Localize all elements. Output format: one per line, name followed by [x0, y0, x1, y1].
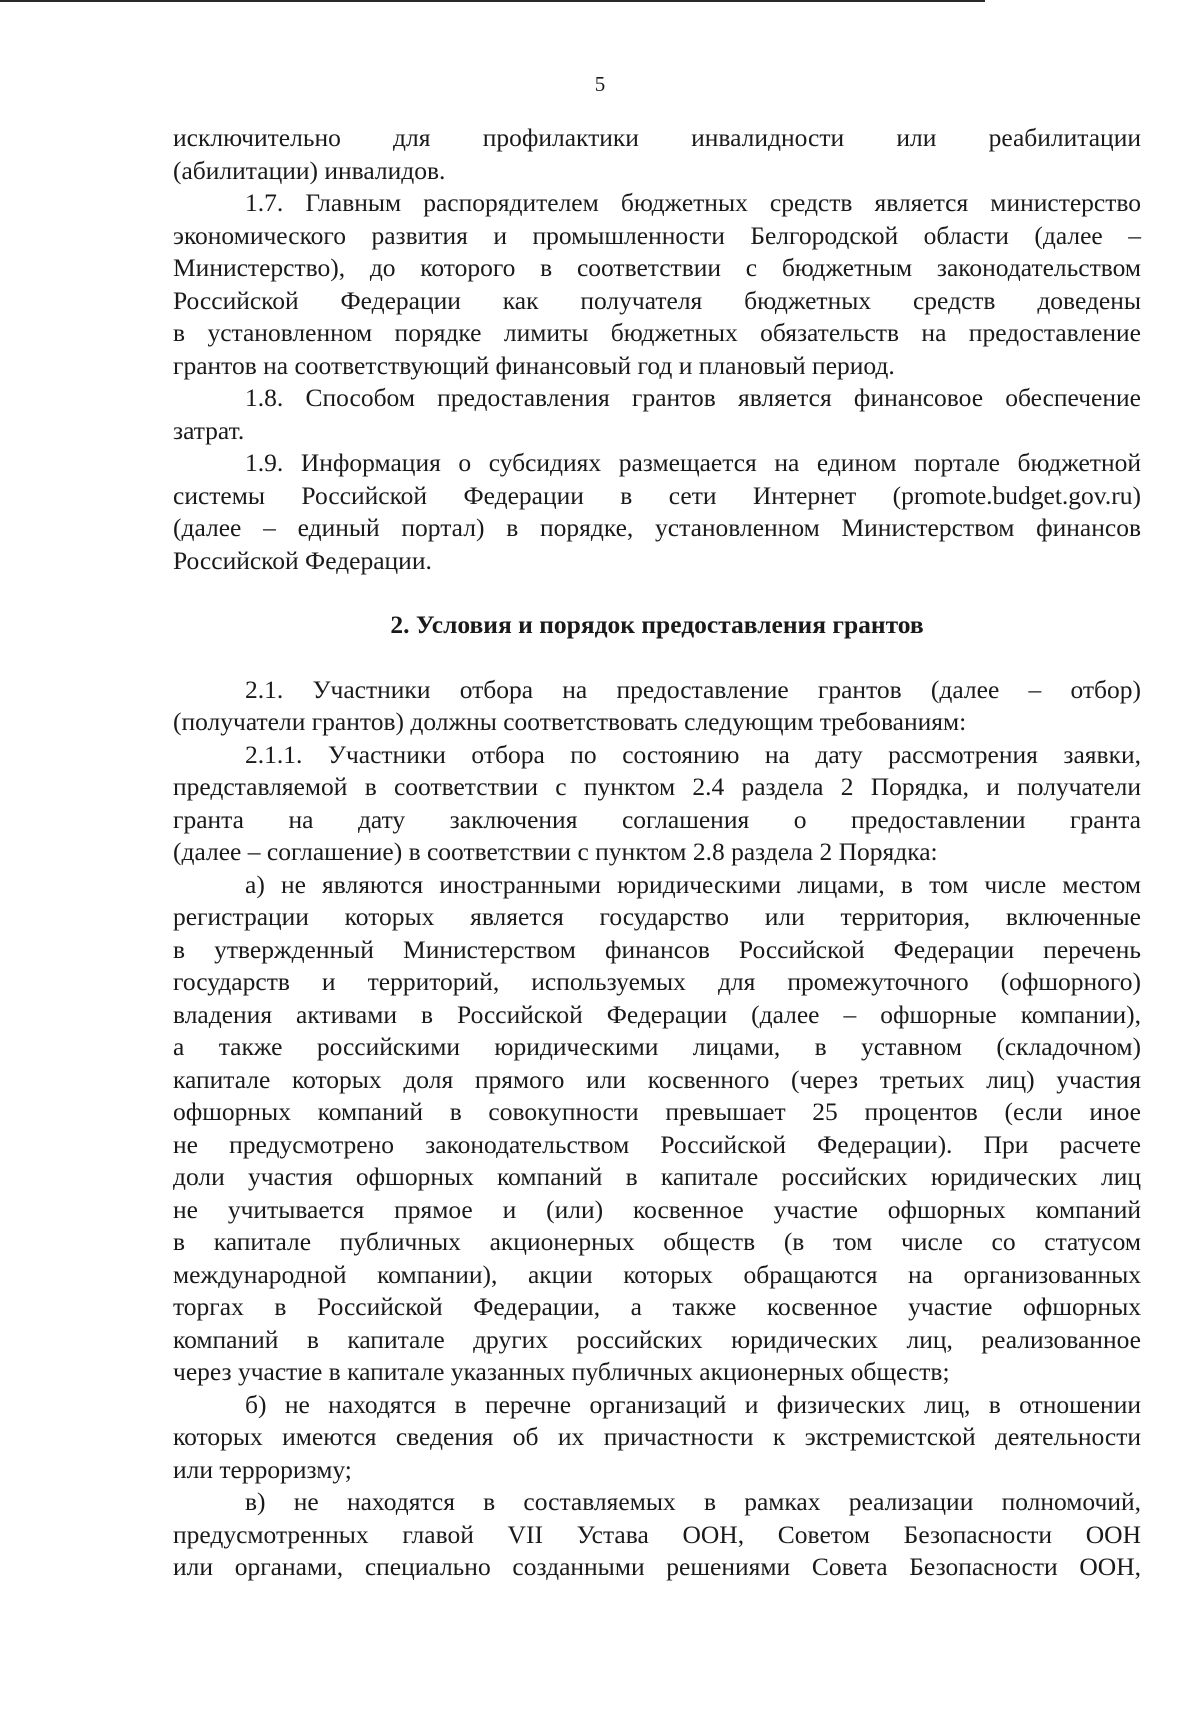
text-line: владения активами в Российской Федерации (далее – офшорные компании),: [173, 999, 1141, 1029]
text-line: торгах в Российской Федерации, а также косвенное участие офшорных: [173, 1292, 1141, 1321]
text-line: международной компании), акции которых обращаются на организованных: [173, 1259, 1141, 1289]
text-line: компаний в капитале других российских юридических лиц, реализованное: [173, 1324, 1141, 1354]
item-b: б) не находятся в перечне организаций и физических лиц, в отношении: [245, 1389, 1141, 1419]
text-line: гранта на дату заключения соглашения о предоставлении гранта: [173, 804, 1141, 834]
text-line: Российской Федерации.: [173, 545, 432, 575]
text-line: предусмотренных главой VII Устава ООН, Советом Безопасности ООН: [173, 1519, 1141, 1549]
spacer: [173, 642, 1141, 674]
item-v: в) не находятся в составляемых в рамках реализации полномочий,: [245, 1487, 1141, 1516]
text-line: представляемой в соответствии с пунктом 2.4 раздела 2 Порядка, и получатели: [173, 772, 1141, 801]
text-line: в капитале публичных акционерных обществ (в том числе со статусом: [173, 1227, 1141, 1256]
text-line: доли участия офшорных компаний в капитале российских юридических лиц: [173, 1162, 1141, 1191]
text-line: не учитывается прямое и (или) косвенное участие офшорных компаний: [173, 1194, 1141, 1224]
text-line: грантов на соответствующий финансовый год и плановый период.: [173, 350, 895, 380]
text-line: Российской Федерации как получателя бюджетных средств доведены: [173, 285, 1141, 315]
text-line: а также российскими юридическими лицами, в уставном (складочном): [173, 1032, 1141, 1061]
text-line: регистрации которых является государство или территория, включенные: [173, 902, 1141, 931]
document-body: [173, 122, 1141, 1584]
clause-2-1-1: 2.1.1. Участники отбора по состоянию на дату рассмотрения заявки,: [245, 739, 1141, 769]
text-line: или органами, специально созданными решениями Совета Безопасности ООН,: [173, 1552, 1141, 1581]
text-line: государств и территорий, используемых для промежуточного (офшорного): [173, 967, 1141, 996]
text-line: (далее – соглашение) в соответствии с пунктом 2.8 раздела 2 Порядка:: [173, 837, 938, 866]
text-line: затрат.: [173, 415, 245, 445]
text-line: (далее – единый портал) в порядке, установленном Министерством финансов: [173, 513, 1141, 542]
clause-1-9: 1.9. Информация о субсидиях размещается на едином портале бюджетной: [245, 448, 1141, 477]
item-a: а) не являются иностранными юридическими лицами, в том числе местом: [245, 869, 1141, 899]
text-line: экономического развития и промышленности Белгородской области (далее –: [173, 220, 1141, 250]
text-line: (получатели грантов) должны соответствовать следующим требованиям:: [173, 707, 967, 736]
text-line: системы Российской Федерации в сети Интернет (promote.budget.gov.ru): [173, 480, 1141, 510]
text-line: Министерство), до которого в соответствии с бюджетным законодательством: [173, 253, 1141, 282]
text-line: капитале которых доля прямого или косвенного (через третьих лиц) участия: [173, 1064, 1141, 1094]
text-line: не предусмотрено законодательством Российской Федерации). При расчете: [173, 1129, 1141, 1159]
clause-1-7: 1.7. Главным распорядителем бюджетных средств является министерство: [245, 188, 1141, 217]
section-heading: 2. Условия и порядок предоставления грантов: [390, 610, 924, 639]
text-line: которых имеются сведения об их причастности к экстремистской деятельности: [173, 1422, 1141, 1451]
text-line: исключительно для профилактики инвалидности или реабилитации: [173, 123, 1141, 152]
text-line: в утвержденный Министерством финансов Российской Федерации перечень: [173, 934, 1141, 964]
page-number: 5: [594, 72, 606, 96]
text-line: в установленном порядке лимиты бюджетных обязательств на предоставление: [173, 318, 1141, 347]
text-line: (абилитации) инвалидов.: [173, 155, 446, 185]
top-rule: [0, 0, 985, 2]
text-line: или терроризму;: [173, 1454, 352, 1484]
clause-2-1: 2.1. Участники отбора на предоставление грантов (далее – отбор): [245, 674, 1141, 704]
clause-1-8: 1.8. Способом предоставления грантов является финансовое обеспечение: [245, 383, 1141, 412]
text-line: через участие в капитале указанных публичных акционерных обществ;: [173, 1357, 950, 1386]
spacer: [173, 577, 1141, 609]
text-line: офшорных компаний в совокупности превышает 25 процентов (если иное: [173, 1097, 1141, 1126]
